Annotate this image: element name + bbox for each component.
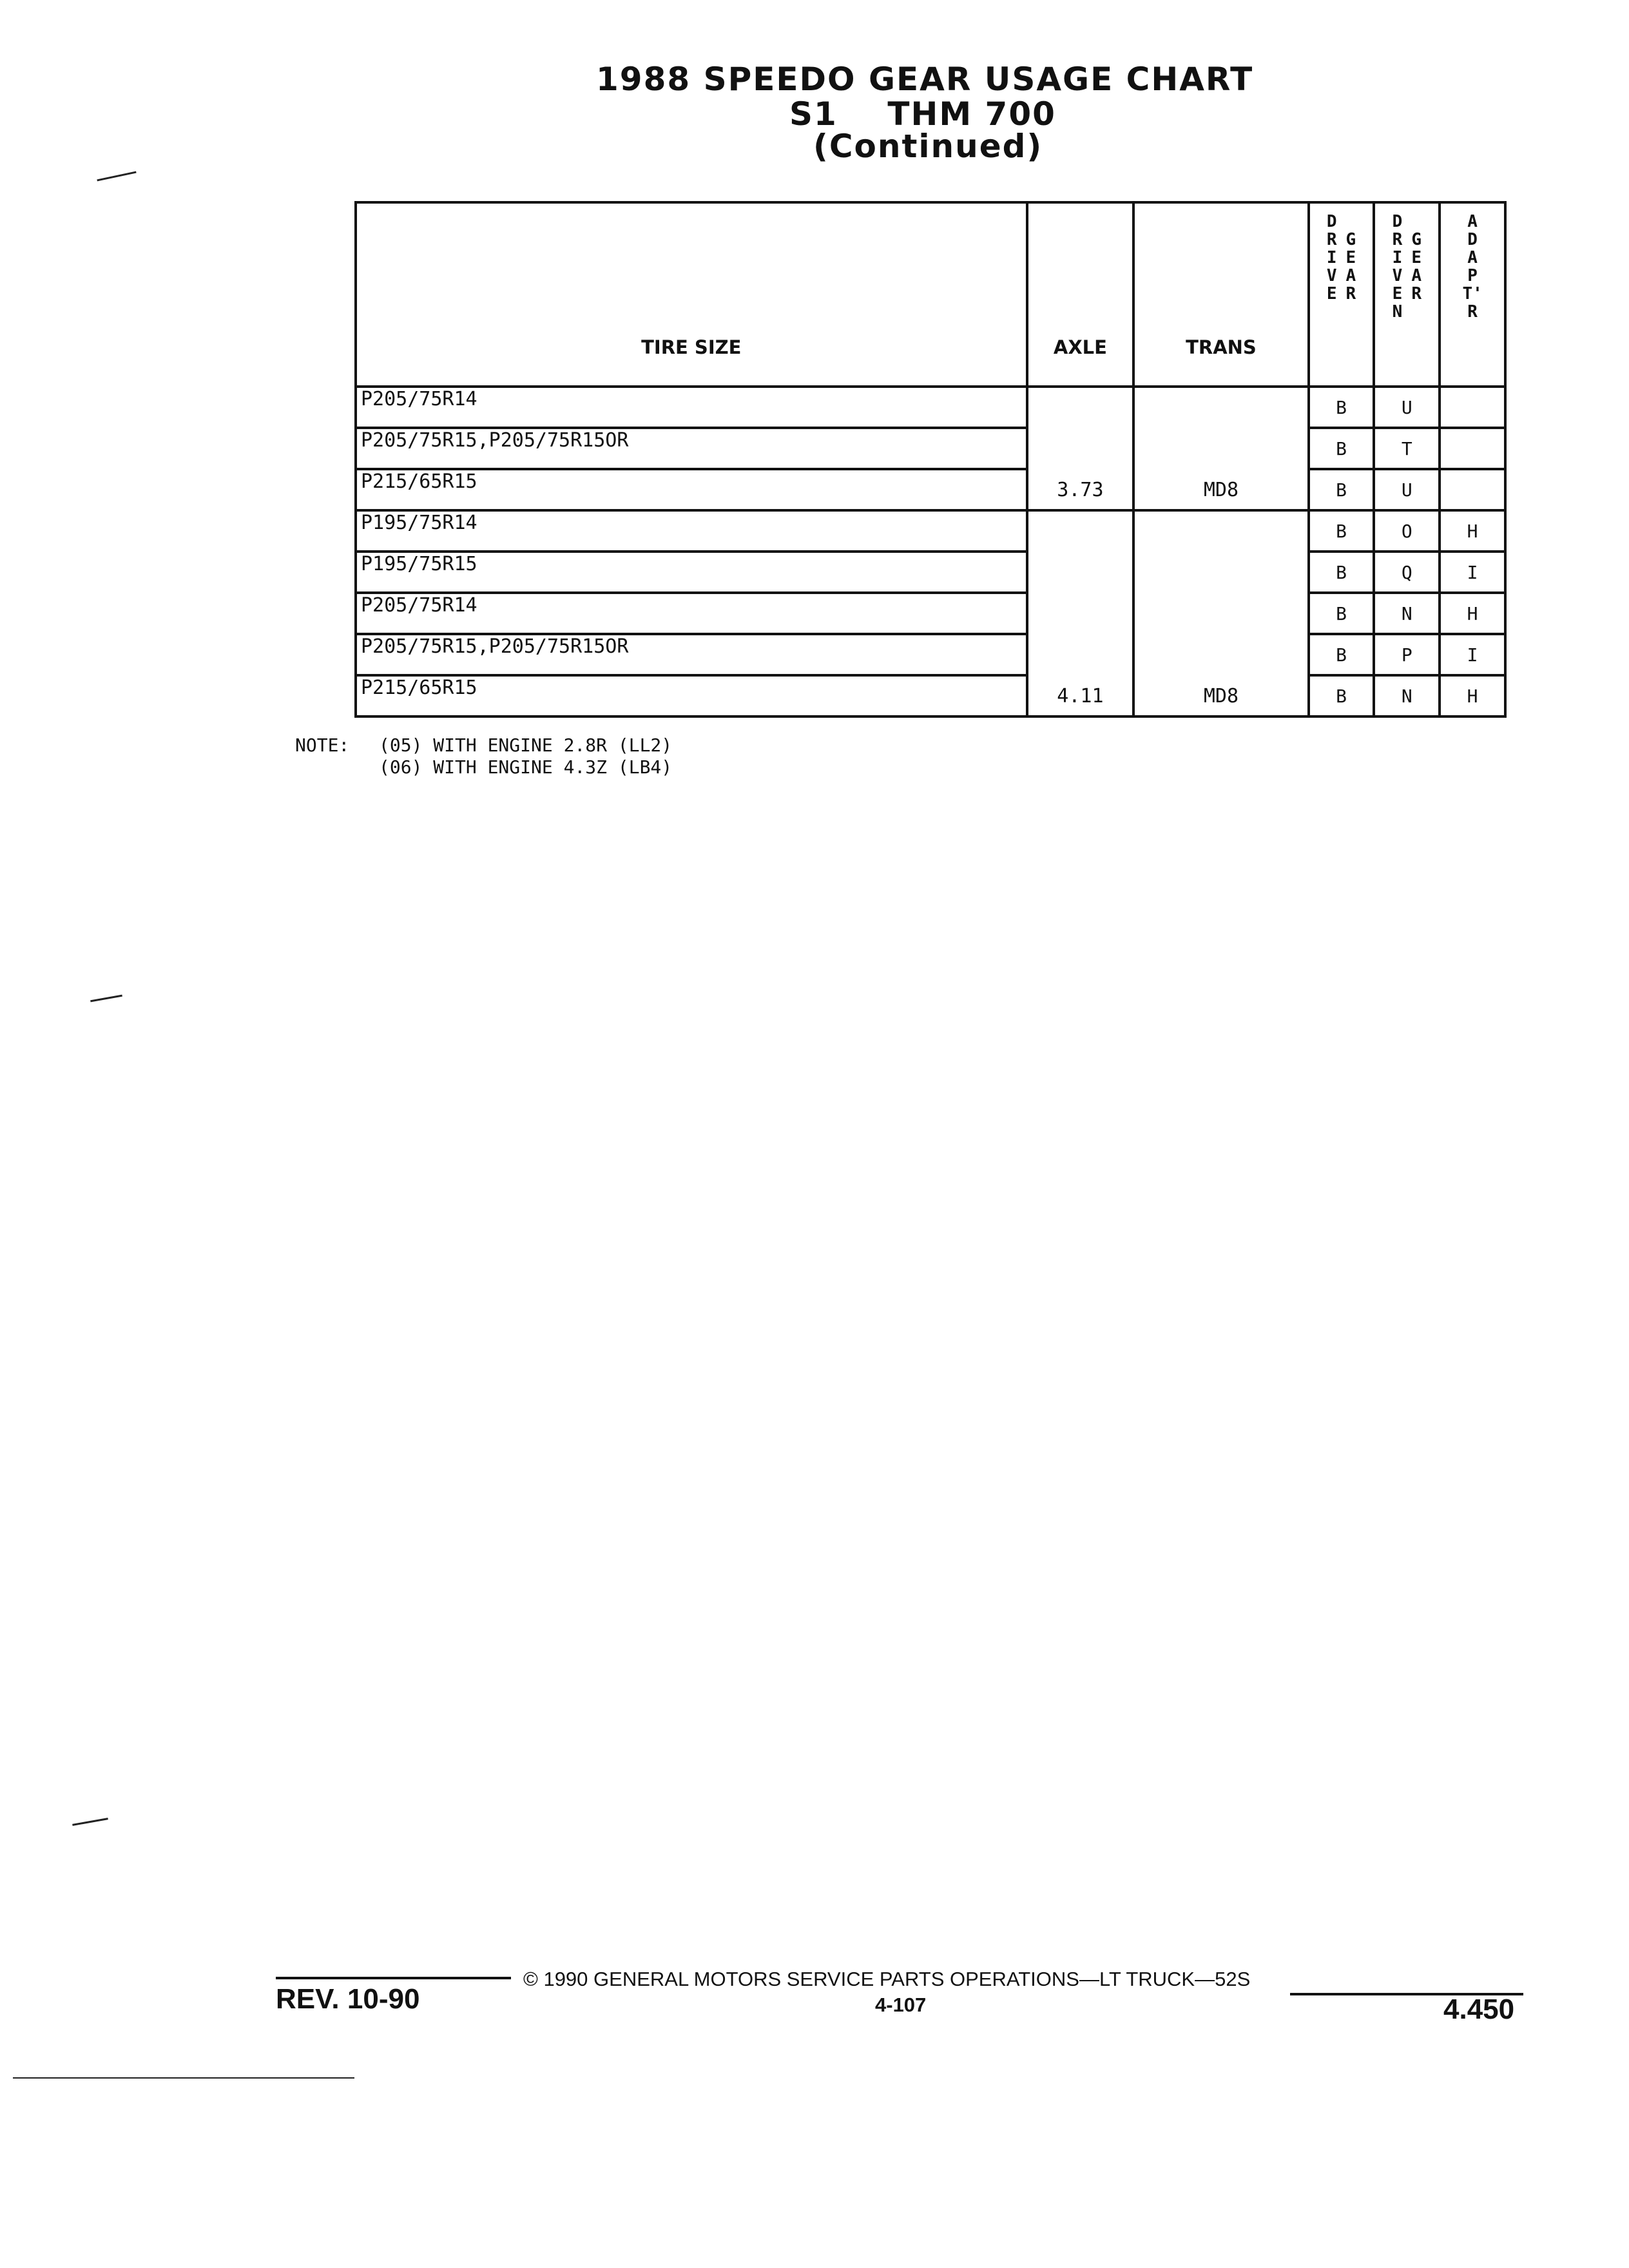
header-letter: E xyxy=(1411,248,1422,267)
drive-gear-cell: B xyxy=(1309,469,1374,510)
adapter-word xyxy=(1462,213,1482,321)
table-row xyxy=(356,469,1505,510)
tire-size-cell: P205/75R14 xyxy=(356,387,1027,428)
drive-gear-word-drive xyxy=(1327,213,1337,303)
driven-gear-cell: N xyxy=(1374,593,1440,634)
header-trans: TRANS xyxy=(1133,202,1308,387)
header-letter: G xyxy=(1345,230,1356,249)
adapter-cell: H xyxy=(1440,593,1505,634)
axle-cell: 4.11 xyxy=(1027,510,1134,716)
trans-cell: MD8 xyxy=(1133,387,1308,510)
table-row xyxy=(356,510,1505,552)
title-line-1: 1988 SPEEDO GEAR USAGE CHART xyxy=(596,61,1254,98)
scan-mark xyxy=(90,995,122,1003)
scan-mark xyxy=(97,171,136,182)
footer-rule-left xyxy=(276,1977,511,1979)
section-number: 4.450 xyxy=(1443,1994,1515,2025)
title-line-3: (Continued) xyxy=(813,128,1043,165)
header-letter: R xyxy=(1411,284,1422,303)
header-row xyxy=(356,202,1505,387)
revision-label: REV. 10-90 xyxy=(276,1983,420,2015)
header-letter: V xyxy=(1392,266,1403,285)
speedo-gear-table xyxy=(354,201,1507,718)
drive-gear-cell: B xyxy=(1309,552,1374,593)
note-label: NOTE: xyxy=(295,735,350,756)
adapter-cell xyxy=(1440,428,1505,469)
drive-gear-word-gear xyxy=(1346,213,1356,303)
header-driven-gear xyxy=(1374,202,1440,387)
tire-size-cell: P205/75R15,P205/75R15OR xyxy=(356,634,1027,675)
driven-gear-cell: N xyxy=(1374,675,1440,716)
driven-gear-cell: T xyxy=(1374,428,1440,469)
header-adapter xyxy=(1440,202,1505,387)
header-letter: I xyxy=(1392,248,1403,267)
adapter-cell: I xyxy=(1440,634,1505,675)
header-letter: A xyxy=(1467,248,1478,267)
header-letter: D xyxy=(1392,212,1403,231)
driven-gear-cell: U xyxy=(1374,469,1440,510)
header-drive-gear xyxy=(1309,202,1374,387)
note-block xyxy=(295,735,673,822)
header-letter: E xyxy=(1326,284,1337,303)
drive-gear-cell: B xyxy=(1309,510,1374,552)
drive-gear-cell: B xyxy=(1309,593,1374,634)
table-row xyxy=(356,634,1505,675)
driven-gear-cell: Q xyxy=(1374,552,1440,593)
tire-size-cell: P205/75R15,P205/75R15OR xyxy=(356,428,1027,469)
adapter-cell xyxy=(1440,387,1505,428)
driven-gear-word-driven xyxy=(1393,213,1403,321)
copyright-line: © 1990 GENERAL MOTORS SERVICE PARTS OPERATIONS—LT TRUCK—52S xyxy=(523,1968,1251,1990)
header-letter: A xyxy=(1467,212,1478,231)
adapter-cell: I xyxy=(1440,552,1505,593)
header-tire-size: TIRE SIZE xyxy=(356,202,1027,387)
header-axle: AXLE xyxy=(1027,202,1134,387)
table-row xyxy=(356,552,1505,593)
tire-size-cell: P195/75R14 xyxy=(356,510,1027,552)
driven-gear-cell: U xyxy=(1374,387,1440,428)
trans-cell: MD8 xyxy=(1133,510,1308,716)
header-letter: D xyxy=(1467,230,1478,249)
header-letter: R xyxy=(1392,230,1403,249)
adapter-cell: H xyxy=(1440,510,1505,552)
note-line: (06) WITH ENGINE 4.3Z (LB4) xyxy=(379,756,673,778)
header-letter: R xyxy=(1467,302,1478,322)
header-letter: A xyxy=(1345,266,1356,285)
tire-size-cell: P215/65R15 xyxy=(356,675,1027,716)
table-row xyxy=(356,593,1505,634)
driven-gear-cell: P xyxy=(1374,634,1440,675)
header-letter: D xyxy=(1326,212,1337,231)
table-row xyxy=(356,387,1505,428)
header-letter: N xyxy=(1392,302,1403,322)
scan-mark xyxy=(13,2077,354,2079)
table-row xyxy=(356,675,1505,716)
adapter-cell xyxy=(1440,469,1505,510)
axle-cell: 3.73 xyxy=(1027,387,1134,510)
note-line: (05) WITH ENGINE 2.8R (LL2) xyxy=(379,735,673,756)
tire-size-cell: P205/75R14 xyxy=(356,593,1027,634)
drive-gear-cell: B xyxy=(1309,387,1374,428)
drive-gear-cell: B xyxy=(1309,428,1374,469)
drive-gear-cell: B xyxy=(1309,675,1374,716)
scan-mark xyxy=(72,1818,108,1826)
tire-size-cell: P215/65R15 xyxy=(356,469,1027,510)
header-letter: T' xyxy=(1462,284,1483,303)
driven-gear-cell: O xyxy=(1374,510,1440,552)
adapter-cell: H xyxy=(1440,675,1505,716)
tire-size-cell: P195/75R15 xyxy=(356,552,1027,593)
header-letter: A xyxy=(1411,266,1422,285)
header-letter: G xyxy=(1411,230,1422,249)
drive-gear-cell: B xyxy=(1309,634,1374,675)
page-number: 4-107 xyxy=(875,1994,927,2016)
header-letter: I xyxy=(1326,248,1337,267)
header-letter: R xyxy=(1345,284,1356,303)
title-line-2: S1 THM 700 xyxy=(789,95,1056,133)
header-letter: R xyxy=(1326,230,1337,249)
header-letter: E xyxy=(1392,284,1403,303)
driven-gear-word-gear xyxy=(1411,213,1422,321)
header-letter: E xyxy=(1345,248,1356,267)
header-letter: V xyxy=(1326,266,1337,285)
header-letter: P xyxy=(1467,266,1478,285)
table-row xyxy=(356,428,1505,469)
